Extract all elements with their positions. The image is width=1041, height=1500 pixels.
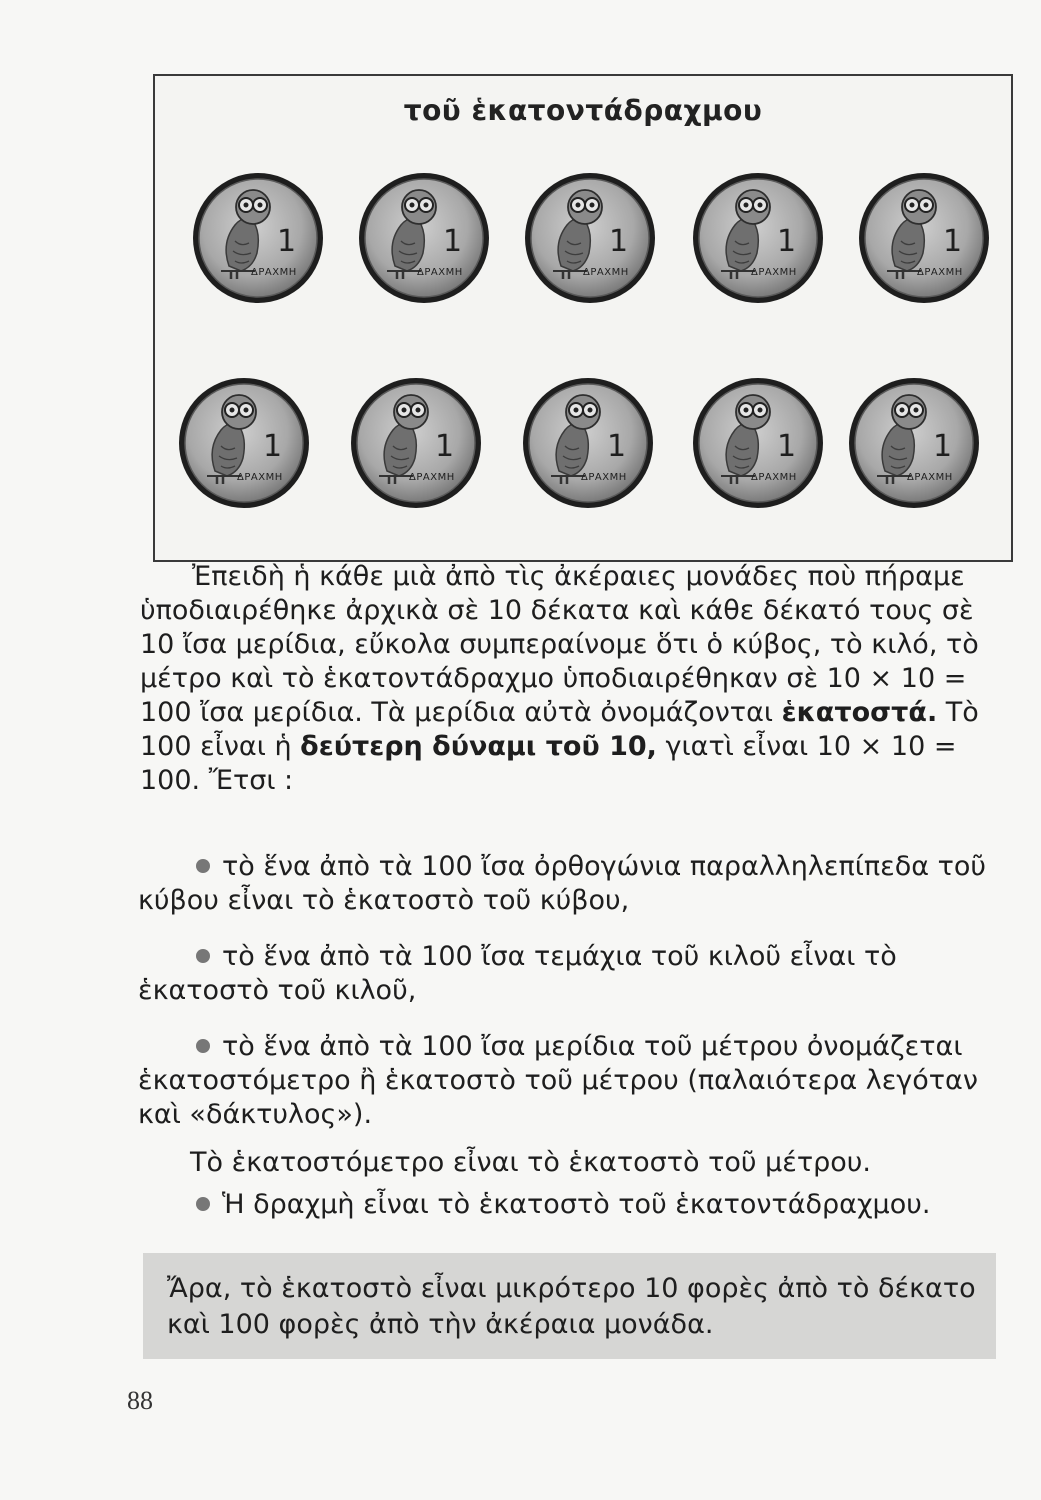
bullet-dot-icon bbox=[196, 1197, 210, 1211]
owl-coin-icon bbox=[349, 376, 483, 510]
svg-text:1: 1 bbox=[777, 224, 797, 259]
svg-text:ΔΡΑΧΜΗ: ΔΡΑΧΜΗ bbox=[237, 472, 283, 483]
bullet-text: τὸ ἕνα ἀπὸ τὰ 100 ἴσα τεμάχια τοῦ κιλοῦ εἶναι τὸ ἑκατοστὸ τοῦ κιλοῦ, bbox=[138, 941, 897, 1006]
owl-coin-icon bbox=[357, 171, 491, 305]
svg-text:ΔΡΑΧΜΗ: ΔΡΑΧΜΗ bbox=[251, 267, 297, 278]
coin-row-1 bbox=[155, 171, 1011, 331]
main-text-3: γιατὶ εἶναι 10 × 10 = 100. Ἔτσι : bbox=[140, 731, 957, 796]
owl-coin-icon bbox=[191, 171, 325, 305]
list-item bbox=[138, 1030, 1010, 1132]
owl-coin-icon bbox=[177, 376, 311, 510]
svg-text:1: 1 bbox=[443, 224, 463, 259]
owl-coin-icon bbox=[523, 171, 657, 305]
main-text-1: Ἐπειδὴ ἡ κάθε μιὰ ἀπὸ τὶς ἀκέραιες μονάδες ποὺ πήραμε ὑποδιαιρέθηκε ἀρχικὰ σὲ 10 δέκατα καὶ κάθε δέκατό τους σὲ 10 ἴσα μερίδια, εὔκολα συμπεραίνομε ὅτι ὁ κύβος, τὸ κιλό, τὸ μέτρο καὶ τὸ ἑκατοντάδραχμο ὑποδιαιρέθηκαν σὲ 10 × 10 = 100 ἴσα μερίδια. Τὰ μερίδια αὐτὰ ὀνομάζονται bbox=[140, 561, 979, 728]
svg-text:ΔΡΑΧΜΗ: ΔΡΑΧΜΗ bbox=[409, 472, 455, 483]
coin-figure bbox=[153, 74, 1013, 562]
owl-coin-icon bbox=[691, 376, 825, 510]
owl-coin-icon bbox=[691, 171, 825, 305]
svg-text:ΔΡΑΧΜΗ: ΔΡΑΧΜΗ bbox=[751, 267, 797, 278]
bullet-dot-icon bbox=[196, 949, 210, 963]
svg-text:1: 1 bbox=[277, 224, 297, 259]
svg-text:ΔΡΑΧΜΗ: ΔΡΑΧΜΗ bbox=[907, 472, 953, 483]
svg-text:1: 1 bbox=[943, 224, 963, 259]
svg-text:1: 1 bbox=[609, 224, 629, 259]
svg-text:ΔΡΑΧΜΗ: ΔΡΑΧΜΗ bbox=[917, 267, 963, 278]
list-item bbox=[138, 1188, 1010, 1222]
svg-text:ΔΡΑΧΜΗ: ΔΡΑΧΜΗ bbox=[751, 472, 797, 483]
owl-coin-icon bbox=[847, 376, 981, 510]
summary-box: Ἄρα, τὸ ἑκατοστὸ εἶναι μικρότερο 10 φορὲς ἀπὸ τὸ δέκατο καὶ 100 φορὲς ἀπὸ τὴν ἀκέραια μονάδα. bbox=[143, 1253, 996, 1359]
bullet-text: τὸ ἕνα ἀπὸ τὰ 100 ἴσα μερίδια τοῦ μέτρου ὀνομάζεται ἑκατοστόμετρο ἢ ἑκατοστὸ τοῦ μέτρου (παλαιότερα λεγόταν καὶ «δάκτυλος»). bbox=[138, 1031, 978, 1130]
bullet-list bbox=[138, 850, 1010, 1244]
definition-line: Τὸ ἑκατοστόμετρο εἶναι τὸ ἑκατοστὸ τοῦ μέτρου. bbox=[190, 1147, 871, 1178]
list-item bbox=[138, 850, 1010, 918]
main-text-2: Τὸ 100 εἶναι ἡ bbox=[140, 697, 979, 762]
page-number: 88 bbox=[127, 1386, 153, 1415]
svg-text:ΔΡΑΧΜΗ: ΔΡΑΧΜΗ bbox=[581, 472, 627, 483]
svg-text:1: 1 bbox=[263, 429, 283, 464]
main-paragraph bbox=[140, 560, 1010, 798]
svg-text:1: 1 bbox=[933, 429, 953, 464]
svg-text:1: 1 bbox=[435, 429, 455, 464]
svg-text:ΔΡΑΧΜΗ: ΔΡΑΧΜΗ bbox=[583, 267, 629, 278]
svg-text:ΔΡΑΧΜΗ: ΔΡΑΧΜΗ bbox=[417, 267, 463, 278]
bullet-text: Ἡ δραχμὴ εἶναι τὸ ἑκατοστὸ τοῦ ἑκατοντάδραχμου. bbox=[222, 1189, 931, 1220]
list-item bbox=[138, 940, 1010, 1008]
term-hundredths: ἑκατοστά. bbox=[781, 697, 938, 728]
svg-text:1: 1 bbox=[777, 429, 797, 464]
coin-row-2 bbox=[155, 376, 1011, 536]
figure-title: τοῦ ἑκατοντάδραχμου bbox=[403, 94, 763, 127]
bullet-dot-icon bbox=[196, 859, 210, 873]
term-second-power: δεύτερη δύναμι τοῦ 10, bbox=[300, 731, 657, 762]
svg-text:1: 1 bbox=[607, 429, 627, 464]
bullet-dot-icon bbox=[196, 1039, 210, 1053]
owl-coin-icon bbox=[857, 171, 991, 305]
bullet-text: τὸ ἕνα ἀπὸ τὰ 100 ἴσα ὀρθογώνια παραλληλεπίπεδα τοῦ κύβου εἶναι τὸ ἑκατοστὸ τοῦ κύβου, bbox=[138, 851, 987, 916]
owl-coin-icon bbox=[521, 376, 655, 510]
